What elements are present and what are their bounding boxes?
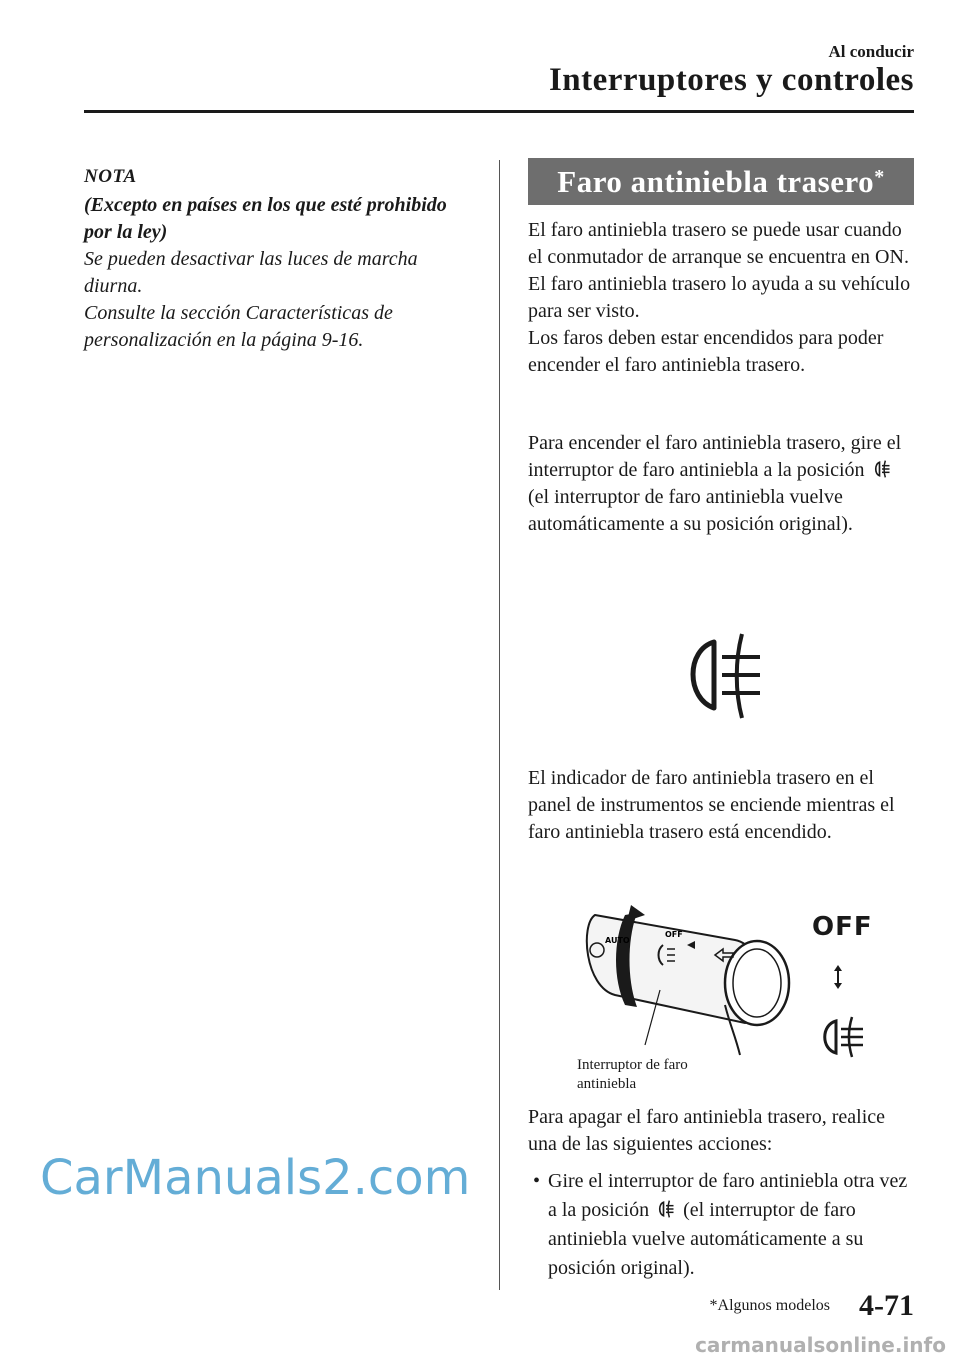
note-title: NOTA: [84, 166, 137, 187]
rear-fog-lamp-icon: [872, 459, 892, 479]
figure-caption: Interruptor de faro antiniebla: [577, 1057, 688, 1092]
note-condition: (Excepto en países en los que esté prohibido por la ley): [84, 194, 447, 243]
rear-fog-lamp-icon: [656, 1199, 676, 1219]
turn-on-text-b: (el interruptor de faro antiniebla vuelve automáticamente a su posición original).: [528, 486, 853, 535]
page-number: 4-71: [859, 1289, 914, 1322]
bullet-dot: •: [533, 1170, 541, 1192]
watermark: CarManuals2.com: [40, 1150, 471, 1206]
intro-paragraphs: [528, 217, 918, 379]
paragraph-indicator: El indicador de faro antiniebla trasero en el panel de instrumentos se enciende mientras el faro antiniebla trasero está encendido.: [528, 767, 895, 843]
paragraph-turn-off: Para apagar el faro antiniebla trasero, realice una de las siguientes acciones:: [528, 1106, 886, 1155]
paragraph-headlights: Los faros deben estar encendidos para poder encender el faro antiniebla trasero.: [528, 327, 884, 376]
note-text-2: Consulte la sección Características de personalización en la página 9-16.: [84, 302, 393, 351]
stalk-label-off: OFF: [665, 930, 683, 939]
some-models-mark: *: [874, 166, 885, 188]
footer-note: *Algunos modelos: [709, 1297, 830, 1314]
column-divider: [499, 160, 500, 1290]
rear-fog-indicator-icon: [680, 632, 770, 720]
turn-on-text-a: Para encender el faro antiniebla trasero, gire el interruptor de faro antiniebla a la posición: [528, 432, 902, 481]
note-block: [84, 162, 479, 354]
bullet-text-b: (el interruptor de faro antiniebla vuelve automáticamente a su posición original).: [548, 1199, 864, 1279]
bullet-text-a: Gire el interruptor de faro antiniebla otra vez a la posición: [548, 1170, 908, 1221]
rear-fog-position-icon: [818, 1016, 868, 1058]
paragraph-usage: El faro antiniebla trasero se puede usar cuando el conmutador de arranque se encuentra en ON.: [528, 219, 909, 268]
stalk-label-auto: AUTO: [605, 936, 630, 945]
running-header-section: Al conducir: [828, 42, 914, 61]
off-label: OFF: [812, 912, 873, 942]
double-arrow-icon: [832, 965, 844, 989]
header-rule: [84, 110, 914, 113]
footer-site: carmanualsonline.info: [695, 1333, 946, 1357]
note-text-1: Se pueden desactivar las luces de marcha diurna.: [84, 248, 418, 297]
bullet-item: [528, 1167, 918, 1283]
paragraph-turn-on: [528, 430, 918, 538]
fog-switch-lever-illustration: [575, 895, 795, 1060]
section-title: Faro antiniebla trasero: [557, 163, 875, 199]
section-title-banner: [528, 158, 914, 205]
paragraph-visibility: El faro antiniebla trasero lo ayuda a su vehículo para ser visto.: [528, 273, 911, 322]
running-header-title: Interruptores y controles: [548, 62, 914, 98]
